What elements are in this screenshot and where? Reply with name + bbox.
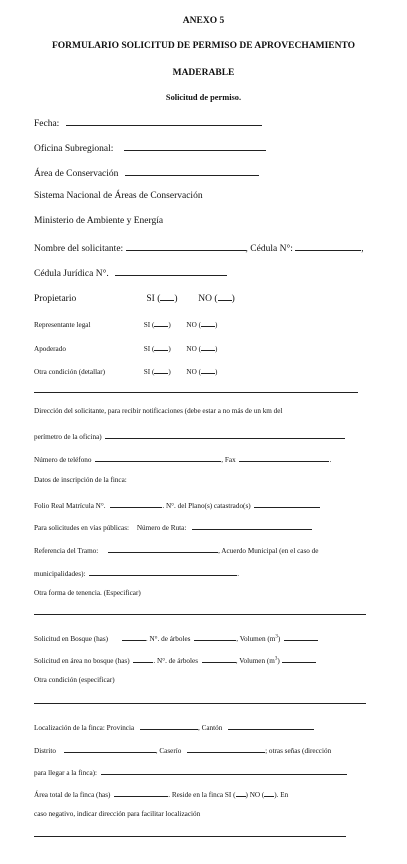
vias-row — [34, 522, 312, 532]
annex-label: ANEXO 5 — [182, 16, 225, 26]
fecha-label: Fecha: — [34, 119, 60, 129]
telefono-field[interactable] — [95, 454, 221, 462]
vias-label: Para solicitudes en vías públicas: — [34, 524, 130, 532]
cedula-field[interactable] — [295, 242, 361, 251]
caserio-label: , Caserío — [155, 747, 182, 755]
form-title: FORMULARIO SOLICITUD DE PERMISO DE APROVECHAMIENTO — [51, 41, 356, 51]
plano-label: . N°. del Plano(s) catastrado(s) — [162, 502, 251, 510]
representante-si-box[interactable] — [154, 319, 168, 327]
representante-row: Representante legal SI ( ) NO ( ) — [34, 321, 218, 329]
canton-field[interactable] — [228, 722, 314, 730]
folio-field[interactable] — [110, 500, 162, 508]
senas-label: ; otras señas (dirección — [265, 747, 332, 755]
municipalidades-field[interactable] — [89, 568, 237, 576]
apoderado-label: Apoderado — [34, 345, 66, 353]
distrito-row — [34, 745, 331, 755]
acuerdo-label: , Acuerdo Municipal (en el caso de — [218, 547, 319, 555]
bosque-label: Solicitud en Bosque (has) — [34, 635, 109, 643]
otra-condicion-especificar: Otra condición (especificar) — [34, 676, 115, 684]
propietario-row: Propietario SI ( ) NO ( ) — [34, 294, 235, 304]
fecha-field[interactable] — [66, 117, 262, 126]
ruta-label: Número de Ruta: — [136, 524, 187, 532]
oficina-row — [34, 142, 266, 155]
otra-condicion-row: Otra condición (detallar) SI ( ) NO ( ) — [34, 368, 218, 376]
tramo-label: Referencia del Tramo: — [34, 547, 99, 555]
area-total-row: Área total de la finca (has) . Reside en la finca SI ( ) NO ( ). En — [34, 791, 289, 799]
propietario-no-box[interactable] — [218, 292, 232, 301]
apoderado-no-box[interactable] — [201, 343, 215, 351]
caserio-field[interactable] — [187, 745, 265, 753]
folio-label: Folio Real Matrícula N°. — [34, 502, 106, 510]
area-total-field[interactable] — [114, 789, 168, 797]
juridica-label: Cédula Jurídica N°. — [34, 269, 109, 279]
form-subtitle: Solicitud de permiso. — [165, 93, 242, 102]
area-label: Área de Conservación — [34, 169, 119, 179]
provincia-field[interactable] — [140, 722, 198, 730]
area-total-label: Área total de la finca (has) — [34, 791, 111, 799]
propietario-si-box[interactable] — [160, 292, 174, 301]
telefono-row: Número de teléfono , Fax . — [34, 456, 332, 464]
bosque-row: Solicitud en Bosque (has) . N°. de árboles , Volumen $(m^3)$ — [34, 633, 318, 643]
direccion-text: Dirección del solicitante, para recibir notificaciones (debe estar a no más de un km del — [34, 407, 283, 415]
bosque-has-field[interactable] — [122, 633, 146, 641]
apoderado-si-box[interactable] — [154, 343, 168, 351]
fax-field[interactable] — [239, 454, 329, 462]
bosque-volumen-field[interactable] — [284, 633, 318, 641]
llegar-row — [34, 767, 347, 777]
representante-label: Representante legal — [34, 321, 91, 329]
nombre-field[interactable] — [126, 242, 246, 251]
oficina-label: Oficina Subregional: — [34, 144, 114, 154]
provincia-row — [34, 722, 314, 732]
form-title-line2: MADERABLE — [172, 68, 235, 78]
municipalidades-label: municipalidades): — [34, 570, 86, 578]
area-field[interactable] — [125, 167, 259, 176]
fecha-row — [34, 117, 262, 130]
distrito-field[interactable] — [64, 745, 156, 753]
juridica-field[interactable] — [115, 267, 227, 276]
bosque-arboles-field[interactable] — [194, 633, 236, 641]
sinac-text: Sistema Nacional de Áreas de Conservación — [34, 191, 203, 201]
tramo-field[interactable] — [108, 545, 218, 553]
otra-no-box[interactable] — [201, 366, 215, 374]
representante-no-box[interactable] — [201, 319, 215, 327]
ruta-field[interactable] — [192, 522, 312, 530]
fax-label: , Fax — [221, 456, 236, 464]
canton-label: , Cantón — [197, 724, 223, 732]
oficina-field[interactable] — [124, 142, 266, 151]
no-bosque-label: Solicitud en área no bosque (has) — [34, 657, 130, 665]
propietario-label: Propietario — [34, 294, 77, 304]
provincia-label: Localización de la finca: Provincia — [34, 724, 135, 732]
datos-text: Datos de inscripción de la finca: — [34, 476, 127, 484]
direccion-field[interactable] — [105, 431, 345, 439]
otra-especificar-line[interactable] — [34, 703, 366, 704]
tenencia-line[interactable] — [34, 614, 366, 615]
otra-condicion-label: Otra condición (detallar) — [34, 368, 106, 376]
municipalidades-row: municipalidades): . — [34, 570, 240, 578]
no-bosque-volumen-field[interactable] — [282, 655, 316, 663]
llegar-label: para llegar a la finca): — [34, 769, 98, 777]
no-bosque-has-field[interactable] — [133, 655, 153, 663]
telefono-label: Número de teléfono — [34, 456, 92, 464]
negativo-text: caso negativo, indicar dirección para facilitar localización — [34, 810, 201, 818]
reside-si-box[interactable] — [236, 789, 246, 797]
plano-field[interactable] — [254, 500, 320, 508]
juridica-row — [34, 267, 227, 280]
no-bosque-row: Solicitud en área no bosque (has) . N°. de árboles , Volumen $(m^3)$ — [34, 655, 316, 665]
tramo-row — [34, 545, 318, 555]
cedula-label: , Cédula N°: — [245, 244, 293, 254]
llegar-field[interactable] — [101, 767, 347, 775]
reside-no-box[interactable] — [264, 789, 274, 797]
perimetro-row: perímetro de la oficina) — [34, 431, 345, 441]
otra-si-box[interactable] — [154, 366, 168, 374]
apoderado-row: Apoderado SI ( ) NO ( ) — [34, 345, 218, 353]
otra-condicion-line[interactable] — [34, 392, 358, 393]
localizacion-line[interactable] — [34, 836, 346, 837]
distrito-label: Distrito — [34, 747, 56, 755]
no-bosque-arboles-field[interactable] — [202, 655, 236, 663]
ministerio-text: Ministerio de Ambiente y Energía — [34, 216, 164, 226]
tenencia-text: Otra forma de tenencia. (Especificar) — [34, 589, 141, 597]
area-row — [34, 167, 259, 180]
nombre-label: Nombre del solicitante: — [34, 244, 124, 254]
folio-row — [34, 500, 320, 510]
nombre-row: Nombre del solicitante: , Cédula N°: , — [34, 244, 364, 254]
